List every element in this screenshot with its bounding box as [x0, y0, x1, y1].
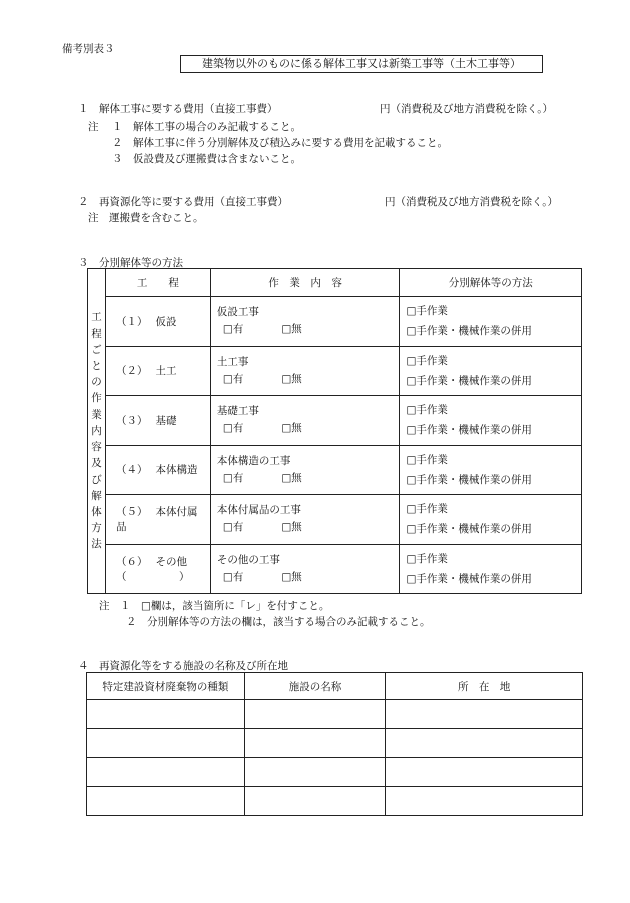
work-name: 本体付属品の工事	[216, 504, 301, 517]
checkbox-no[interactable]: □無	[281, 471, 302, 484]
location-cell[interactable]	[386, 758, 583, 787]
checkbox-yes[interactable]: □有	[222, 323, 244, 336]
process-cell	[105, 445, 210, 495]
process-name: 本体付属	[155, 506, 198, 519]
method-row	[88, 544, 582, 594]
section2-heading: ２ 再資源化等に要する費用（直接工事費）	[78, 196, 288, 208]
process-name: 土工	[155, 365, 177, 378]
col-header-method: 分別解体等の方法	[400, 269, 582, 297]
work-cell	[210, 495, 400, 545]
section2-amount-note: 円（消費税及び地方消費税を除く。）	[385, 196, 559, 208]
method-cell	[400, 445, 582, 495]
checkbox-no[interactable]: □無	[281, 323, 302, 336]
process-number: （３）	[115, 414, 148, 427]
checkbox-manual[interactable]: □手作業	[406, 305, 448, 318]
facility-row	[87, 729, 583, 758]
section4-heading: ４ 再資源化等をする施設の名称及び所在地	[78, 660, 288, 672]
col-header-waste-type: 特定建設資材廃棄物の種類	[87, 673, 245, 700]
checkbox-manual-machine[interactable]: □手作業・機械作業の併用	[406, 374, 532, 387]
col-header-process: 工 程	[105, 269, 210, 297]
col-header-facility-name: 施設の名称	[244, 673, 386, 700]
checkbox-manual-machine[interactable]: □手作業・機械作業の併用	[406, 473, 532, 486]
section1-heading: １ 解体工事に要する費用（直接工事費）	[78, 103, 278, 115]
process-name-cont: （ ）	[115, 570, 190, 583]
process-cell	[105, 544, 210, 594]
method-cell	[400, 346, 582, 396]
section1-note-label: 注	[88, 121, 99, 133]
work-name: 土工事	[216, 355, 249, 368]
method-cell	[400, 297, 582, 347]
process-name: 基礎	[155, 414, 177, 427]
section1-note-2: ２ 解体工事に伴う分別解体及び積込みに要する費用を記載すること。	[112, 137, 448, 149]
method-row	[88, 445, 582, 495]
facility-name-cell[interactable]	[244, 787, 386, 816]
checkbox-yes[interactable]: □有	[222, 422, 244, 435]
facility-name-cell[interactable]	[244, 758, 386, 787]
checkbox-no[interactable]: □無	[281, 570, 302, 583]
checkbox-no[interactable]: □無	[281, 372, 302, 385]
checkbox-yes[interactable]: □有	[222, 471, 244, 484]
facility-row	[87, 758, 583, 787]
process-cell	[105, 396, 210, 446]
method-row	[88, 297, 582, 347]
method-row	[88, 346, 582, 396]
checkbox-yes[interactable]: □有	[222, 570, 244, 583]
method-cell	[400, 396, 582, 446]
facility-name-cell[interactable]	[244, 729, 386, 758]
checkbox-manual[interactable]: □手作業	[406, 354, 448, 367]
checkbox-yes[interactable]: □有	[222, 372, 244, 385]
document-title: 建築物以外のものに係る解体工事又は新築工事等（土木工事等）	[180, 55, 543, 73]
waste-type-cell[interactable]	[87, 758, 245, 787]
process-cell	[105, 346, 210, 396]
work-name: 仮設工事	[216, 306, 259, 319]
facility-name-cell[interactable]	[244, 700, 386, 729]
process-cell	[105, 297, 210, 347]
process-number: （５）	[115, 506, 148, 519]
waste-type-cell[interactable]	[87, 787, 245, 816]
section3-note-1: 注 １ □欄は，該当箇所に「レ」を付すこと。	[99, 600, 330, 612]
checkbox-manual[interactable]: □手作業	[406, 404, 448, 417]
checkbox-manual[interactable]: □手作業	[406, 552, 448, 565]
work-name: その他の工事	[216, 553, 280, 566]
work-cell	[210, 297, 400, 347]
section3-note-2: ２ 分別解体等の方法の欄は，該当する場合のみ記載すること。	[126, 616, 431, 628]
section1-note-1: １ 解体工事の場合のみ記載すること。	[112, 121, 301, 133]
facility-table-header	[87, 673, 583, 700]
method-table-header	[88, 269, 582, 297]
process-cell	[105, 495, 210, 545]
col-header-work: 作 業 内 容	[210, 269, 400, 297]
work-cell	[210, 396, 400, 446]
checkbox-manual[interactable]: □手作業	[406, 503, 448, 516]
method-row	[88, 396, 582, 446]
facility-row	[87, 700, 583, 729]
process-number: （１）	[115, 315, 148, 328]
work-cell	[210, 445, 400, 495]
checkbox-manual-machine[interactable]: □手作業・機械作業の併用	[406, 572, 532, 585]
location-cell[interactable]	[386, 729, 583, 758]
process-name: その他	[155, 555, 187, 568]
checkbox-no[interactable]: □無	[281, 422, 302, 435]
checkbox-manual-machine[interactable]: □手作業・機械作業の併用	[406, 325, 532, 338]
work-name: 本体構造の工事	[216, 454, 291, 467]
location-cell[interactable]	[386, 700, 583, 729]
section2-note: 注 運搬費を含むこと。	[88, 212, 204, 224]
method-cell	[400, 495, 582, 545]
checkbox-yes[interactable]: □有	[222, 521, 244, 534]
method-table	[87, 268, 582, 594]
section3-heading: ３ 分別解体等の方法	[78, 257, 183, 269]
checkbox-no[interactable]: □無	[281, 521, 302, 534]
process-number: （４）	[115, 464, 148, 477]
method-row	[88, 495, 582, 545]
section1-note-3: ３ 仮設費及び運搬費は含まないこと。	[112, 153, 301, 165]
col-header-location: 所 在 地	[386, 673, 583, 700]
process-name: 仮設	[155, 315, 177, 328]
work-name: 基礎工事	[216, 405, 259, 418]
process-name: 本体構造	[155, 464, 198, 477]
facility-table	[86, 672, 583, 816]
location-cell[interactable]	[386, 787, 583, 816]
work-cell	[210, 544, 400, 594]
facility-row	[87, 787, 583, 816]
process-number: （６）	[115, 555, 148, 568]
appendix-label: 備考別表３	[62, 43, 115, 55]
section1-amount-note: 円（消費税及び地方消費税を除く。）	[380, 103, 554, 115]
work-cell	[210, 346, 400, 396]
method-cell	[400, 544, 582, 594]
waste-type-cell[interactable]	[87, 729, 245, 758]
checkbox-manual[interactable]: □手作業	[406, 453, 448, 466]
checkbox-manual-machine[interactable]: □手作業・機械作業の併用	[406, 424, 532, 437]
process-side-label: 工 程 ご と の 作 業 内 容 及 び 解 体 方 法	[88, 269, 106, 594]
process-number: （２）	[115, 365, 148, 378]
checkbox-manual-machine[interactable]: □手作業・機械作業の併用	[406, 523, 532, 536]
process-name-cont: 品	[115, 521, 127, 534]
waste-type-cell[interactable]	[87, 700, 245, 729]
